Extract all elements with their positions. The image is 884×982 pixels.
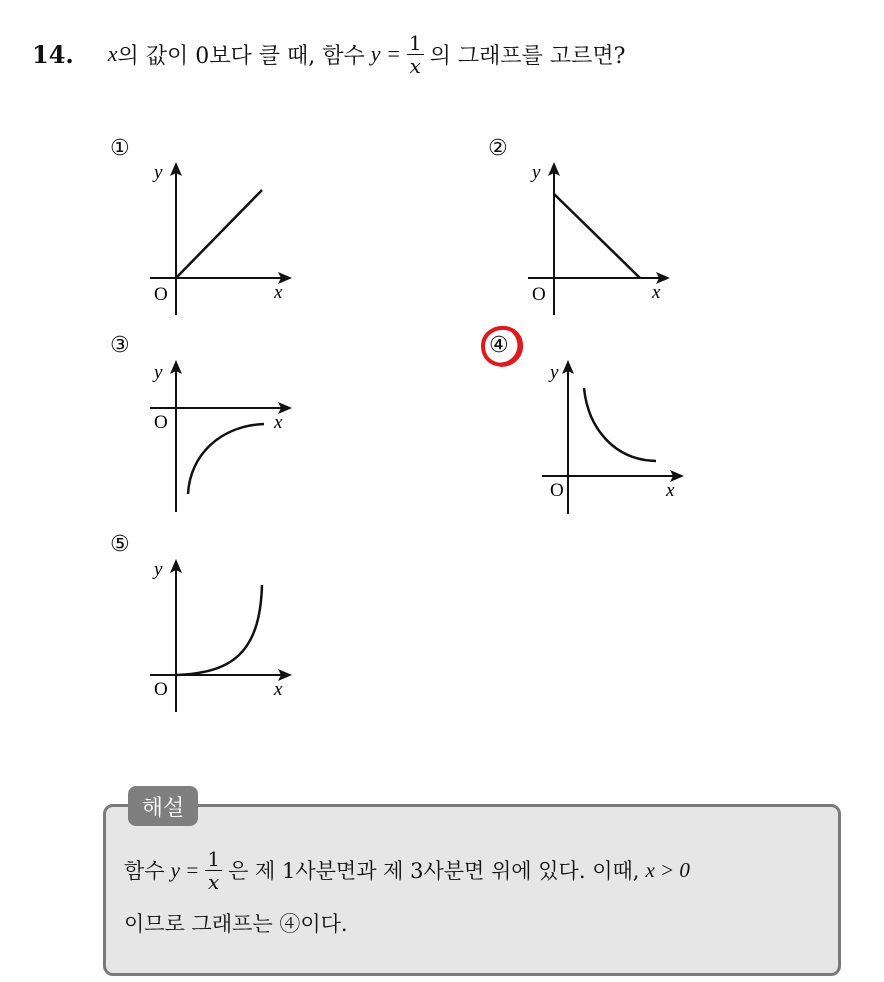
question-function-lhs: y = bbox=[370, 41, 401, 66]
question-text-before: 의 값이 0보다 클 때, 함수 bbox=[117, 43, 365, 69]
option-graph-5[interactable] bbox=[140, 545, 310, 715]
solution-line-1 bbox=[124, 840, 690, 900]
solution-function-lhs: y = bbox=[170, 857, 200, 882]
solution-line-2: 이므로 그래프는 ④이다. bbox=[124, 912, 348, 936]
y-axis-label: y bbox=[154, 362, 163, 383]
option-label-5[interactable]: ⑤ bbox=[110, 532, 130, 557]
origin-label: O bbox=[532, 284, 546, 305]
option-graph-4[interactable] bbox=[532, 348, 702, 518]
origin-label: O bbox=[154, 412, 168, 433]
solution-condition: x > 0 bbox=[645, 857, 690, 882]
x-axis-label: x bbox=[274, 412, 283, 433]
y-axis-label: y bbox=[154, 162, 163, 183]
question-line bbox=[32, 24, 625, 84]
option-graph-1[interactable] bbox=[140, 150, 310, 320]
fraction-numerator: 1 bbox=[207, 846, 221, 871]
question-text-after: 의 그래프를 고르면? bbox=[429, 43, 626, 69]
option-graph-2[interactable] bbox=[518, 150, 688, 320]
option-label-3[interactable]: ③ bbox=[110, 333, 130, 358]
question-number: 14. bbox=[32, 39, 74, 69]
option-label-2[interactable]: ② bbox=[488, 136, 508, 161]
x-axis-label: x bbox=[274, 679, 283, 700]
option-label-4[interactable]: ④ bbox=[489, 333, 509, 358]
solution-fraction bbox=[205, 848, 222, 893]
y-axis-label: y bbox=[532, 162, 541, 183]
question-variable: x bbox=[107, 41, 118, 66]
option-graph-3[interactable] bbox=[140, 350, 310, 520]
x-axis-label: x bbox=[652, 282, 661, 303]
x-axis-label: x bbox=[666, 480, 675, 501]
fraction-denominator: x bbox=[409, 53, 421, 78]
fraction-denominator: x bbox=[208, 869, 220, 894]
solution-text-before: 함수 bbox=[124, 859, 165, 883]
option-label-1[interactable]: ① bbox=[110, 136, 130, 161]
solution-tag: 해설 bbox=[128, 786, 198, 826]
solution-text-after: 은 제 1사분면과 제 3사분면 위에 있다. 이때, bbox=[228, 859, 640, 883]
origin-label: O bbox=[154, 284, 168, 305]
origin-label: O bbox=[154, 679, 168, 700]
x-axis-label: x bbox=[274, 282, 283, 303]
fraction-numerator: 1 bbox=[408, 30, 422, 55]
y-axis-label: y bbox=[154, 559, 163, 580]
answer-circle-mark-icon bbox=[478, 322, 526, 370]
origin-label: O bbox=[550, 480, 564, 501]
y-axis-label: y bbox=[550, 362, 559, 383]
question-fraction bbox=[407, 32, 424, 77]
